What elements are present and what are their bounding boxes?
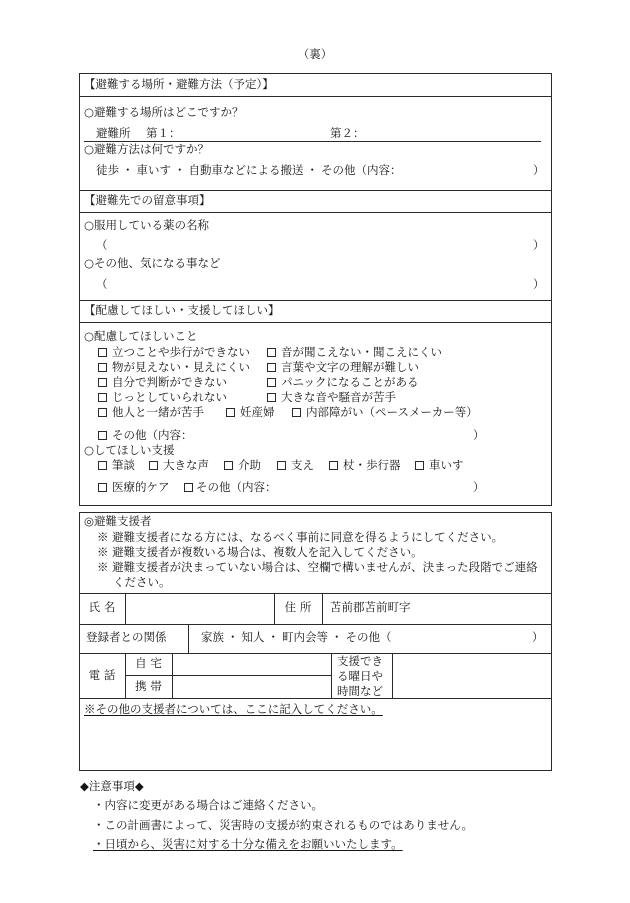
checkbox[interactable] bbox=[329, 461, 338, 470]
checkbox[interactable] bbox=[98, 393, 107, 402]
checkbox[interactable] bbox=[98, 461, 107, 470]
table-line bbox=[331, 653, 332, 698]
relation-neighborhood-association[interactable]: 町内会等 bbox=[282, 630, 328, 644]
cautions-title: ◆注意事項◆ bbox=[80, 779, 144, 793]
other-concerns-field[interactable] bbox=[110, 277, 530, 291]
support-other-close-paren: ） bbox=[473, 480, 485, 494]
option-written-communication[interactable] bbox=[98, 459, 135, 472]
address-value: 苫前郡苫前町字 bbox=[330, 600, 411, 614]
question-desired-support: ○してほしい支援 bbox=[84, 443, 175, 457]
shelter-second-label: 第２： bbox=[330, 126, 365, 140]
checkbox[interactable] bbox=[98, 408, 107, 417]
relation-acquaintance[interactable]: 知人 bbox=[241, 630, 265, 644]
option-internal-disability[interactable] bbox=[292, 406, 478, 419]
option-label: その他（内容： bbox=[112, 428, 193, 442]
option-label: 杖・歩行器 bbox=[343, 458, 401, 472]
option-cannot-stand-or-walk[interactable] bbox=[98, 346, 250, 359]
question-medicine: ○服用している薬の名称 bbox=[84, 218, 210, 232]
method-walk[interactable]: 徒歩 bbox=[96, 163, 119, 177]
phone-label: 電 話 bbox=[88, 668, 116, 682]
caution-item: ・日頃から、災害に対する十分な備えをお願いいたします。 bbox=[93, 837, 403, 851]
option-loud-voice[interactable] bbox=[149, 459, 209, 472]
option-label: パニックになることがある bbox=[281, 375, 419, 389]
option-vision-difficulty[interactable] bbox=[98, 361, 250, 374]
option-assistance[interactable] bbox=[224, 459, 261, 472]
option-other-support[interactable] bbox=[184, 481, 277, 494]
option-label: 筆談 bbox=[112, 458, 135, 472]
supporter-note: ※ 避難支援者が複数いる場合は、複数人を記入してください。 bbox=[97, 545, 423, 559]
option-pregnant-or-postpartum[interactable] bbox=[226, 406, 275, 419]
shelter-label: 避難所 bbox=[96, 126, 131, 140]
mobile-phone-field[interactable] bbox=[173, 676, 330, 698]
checkbox[interactable] bbox=[98, 363, 107, 372]
name-field[interactable] bbox=[126, 594, 273, 624]
method-other-close-paren: ） bbox=[533, 163, 545, 177]
table-line bbox=[79, 624, 552, 625]
checkbox[interactable] bbox=[415, 461, 424, 470]
separator-dot: ・ bbox=[331, 630, 343, 644]
caution-item: ・この計画書によって、災害時の支援が約束されるものではありません。 bbox=[93, 818, 473, 832]
checkbox[interactable] bbox=[267, 348, 276, 357]
supporter-note: ※ 避難支援者になる方には、なるべく事前に同意を得るようにしてください。 bbox=[97, 530, 504, 544]
table-line bbox=[188, 624, 189, 653]
relation-other[interactable]: その他（ bbox=[345, 630, 392, 644]
checkbox[interactable] bbox=[98, 348, 107, 357]
option-label: 支え bbox=[291, 458, 314, 472]
relation-family[interactable]: 家族 bbox=[201, 630, 224, 644]
option-label: 言葉や文字の理解が難しい bbox=[281, 360, 419, 374]
option-label: 立つことや歩行ができない bbox=[112, 345, 250, 359]
checkbox[interactable] bbox=[98, 431, 107, 440]
option-label: 介助 bbox=[238, 458, 261, 472]
table-line bbox=[322, 593, 323, 624]
support-other-field[interactable] bbox=[278, 480, 470, 494]
question-consideration: ○配慮してほしいこと bbox=[84, 329, 198, 343]
other-concerns-open-paren: （ bbox=[96, 277, 108, 291]
question-other-concerns: ○その他、気になる事など bbox=[84, 256, 221, 270]
separator-dot: ・ bbox=[267, 630, 279, 644]
relation-options bbox=[201, 631, 392, 644]
name-label: 氏 名 bbox=[88, 600, 116, 614]
other-supporters-note: ※その他の支援者については、ここに記入してください。 bbox=[84, 702, 383, 716]
relation-label: 登録者との関係 bbox=[86, 630, 167, 644]
support-needs-section-header: 【配慮してほしい・支援してほしい】 bbox=[84, 303, 280, 317]
shelter-second-field[interactable] bbox=[364, 126, 540, 140]
shelter-notes-section-header: 【避難先での留意事項】 bbox=[84, 193, 211, 207]
option-hearing-difficulty[interactable] bbox=[267, 346, 442, 359]
supporter-title: ◎避難支援者 bbox=[84, 514, 152, 528]
evacuation-method-options bbox=[96, 164, 402, 177]
availability-label: 支援できる曜日や時間など bbox=[337, 654, 383, 698]
divider bbox=[79, 212, 552, 213]
option-wheelchair[interactable] bbox=[415, 459, 464, 472]
option-medical-care[interactable] bbox=[98, 481, 170, 494]
page-side-label: （裏） bbox=[297, 47, 333, 61]
divider bbox=[79, 190, 552, 191]
option-label: 医療的ケア bbox=[112, 480, 170, 494]
home-phone-field[interactable] bbox=[173, 654, 330, 675]
option-cannot-stay-still[interactable] bbox=[98, 391, 227, 404]
home-phone-label: 自 宅 bbox=[135, 656, 162, 670]
relation-other-close-paren: ） bbox=[532, 630, 544, 644]
option-loud-noise-sensitivity[interactable] bbox=[267, 391, 396, 404]
address-label: 住 所 bbox=[284, 600, 312, 614]
option-prone-to-panic[interactable] bbox=[267, 376, 419, 389]
option-label: 大きな音や騒音が苦手 bbox=[281, 390, 396, 404]
option-label: 妊産婦 bbox=[240, 405, 275, 419]
option-label: 大きな声 bbox=[163, 458, 209, 472]
option-label: 物が見えない・見えにくい bbox=[112, 360, 250, 374]
availability-field[interactable] bbox=[393, 654, 550, 698]
option-cane-walker[interactable] bbox=[329, 459, 401, 472]
option-cannot-make-judgments[interactable] bbox=[98, 376, 227, 389]
option-difficulty-with-others[interactable] bbox=[98, 406, 204, 419]
option-other-consideration[interactable] bbox=[98, 429, 193, 442]
mobile-phone-label: 携 帯 bbox=[135, 679, 162, 693]
checkbox[interactable] bbox=[267, 393, 276, 402]
address-field[interactable] bbox=[414, 594, 550, 624]
question-evacuation-place: ○避難する場所はどこですか？ bbox=[84, 105, 244, 119]
medicine-field[interactable] bbox=[110, 238, 530, 252]
checkbox[interactable] bbox=[184, 483, 193, 492]
option-physical-support[interactable] bbox=[277, 459, 314, 472]
shelter-first-field[interactable] bbox=[180, 126, 326, 140]
option-label: 内部障がい（ペースメーカー等） bbox=[306, 405, 478, 419]
question-evacuation-method: ○避難方法は何ですか？ bbox=[84, 142, 210, 156]
medicine-close-paren: ） bbox=[533, 238, 545, 252]
option-language-comprehension-difficulty[interactable] bbox=[267, 361, 419, 374]
method-other-field[interactable] bbox=[418, 163, 532, 177]
checkbox[interactable] bbox=[98, 483, 107, 492]
other-concerns-close-paren: ） bbox=[533, 277, 545, 291]
checkbox[interactable] bbox=[267, 378, 276, 387]
separator-dot: ・ bbox=[306, 163, 318, 177]
method-other[interactable]: その他（内容： bbox=[321, 163, 402, 177]
checkbox[interactable] bbox=[149, 461, 158, 470]
supporter-note: ※ 避難支援者が決まっていない場合は、空欄で構いませんが、決まった段階でご連絡ください。 bbox=[97, 560, 538, 589]
caution-item: ・内容に変更がある場合はご連絡ください。 bbox=[93, 798, 323, 812]
separator-dot: ・ bbox=[227, 630, 239, 644]
consideration-other-close-paren: ） bbox=[473, 428, 485, 442]
option-label: 自分で判断ができない bbox=[112, 375, 227, 389]
checkbox[interactable] bbox=[277, 461, 286, 470]
option-label: 他人と一緒が苦手 bbox=[112, 405, 204, 419]
medicine-open-paren: （ bbox=[96, 238, 108, 252]
method-wheelchair[interactable]: 車いす bbox=[136, 163, 171, 177]
separator-dot: ・ bbox=[122, 163, 134, 177]
checkbox[interactable] bbox=[224, 461, 233, 470]
checkbox[interactable] bbox=[98, 378, 107, 387]
option-label: 音が聞こえない・聞こえにくい bbox=[281, 345, 442, 359]
shelter-first-label: 第１： bbox=[146, 126, 181, 140]
checkbox[interactable] bbox=[267, 363, 276, 372]
table-line bbox=[79, 698, 552, 699]
other-supporters-area[interactable] bbox=[80, 718, 550, 769]
divider bbox=[79, 300, 552, 301]
checkbox[interactable] bbox=[292, 408, 301, 417]
evacuation-section-header: 【避難する場所・避難方法（予定）】 bbox=[84, 77, 274, 91]
divider bbox=[79, 322, 552, 323]
option-label: 車いす bbox=[429, 458, 464, 472]
method-vehicle-transport[interactable]: 自動車などによる搬送 bbox=[188, 163, 304, 177]
consideration-other-field[interactable] bbox=[182, 428, 470, 442]
relation-other-field[interactable] bbox=[410, 630, 530, 644]
separator-dot: ・ bbox=[174, 163, 186, 177]
option-label: じっとしていられない bbox=[112, 390, 227, 404]
checkbox[interactable] bbox=[226, 408, 235, 417]
option-label: その他（内容： bbox=[196, 480, 277, 494]
divider bbox=[79, 96, 552, 97]
